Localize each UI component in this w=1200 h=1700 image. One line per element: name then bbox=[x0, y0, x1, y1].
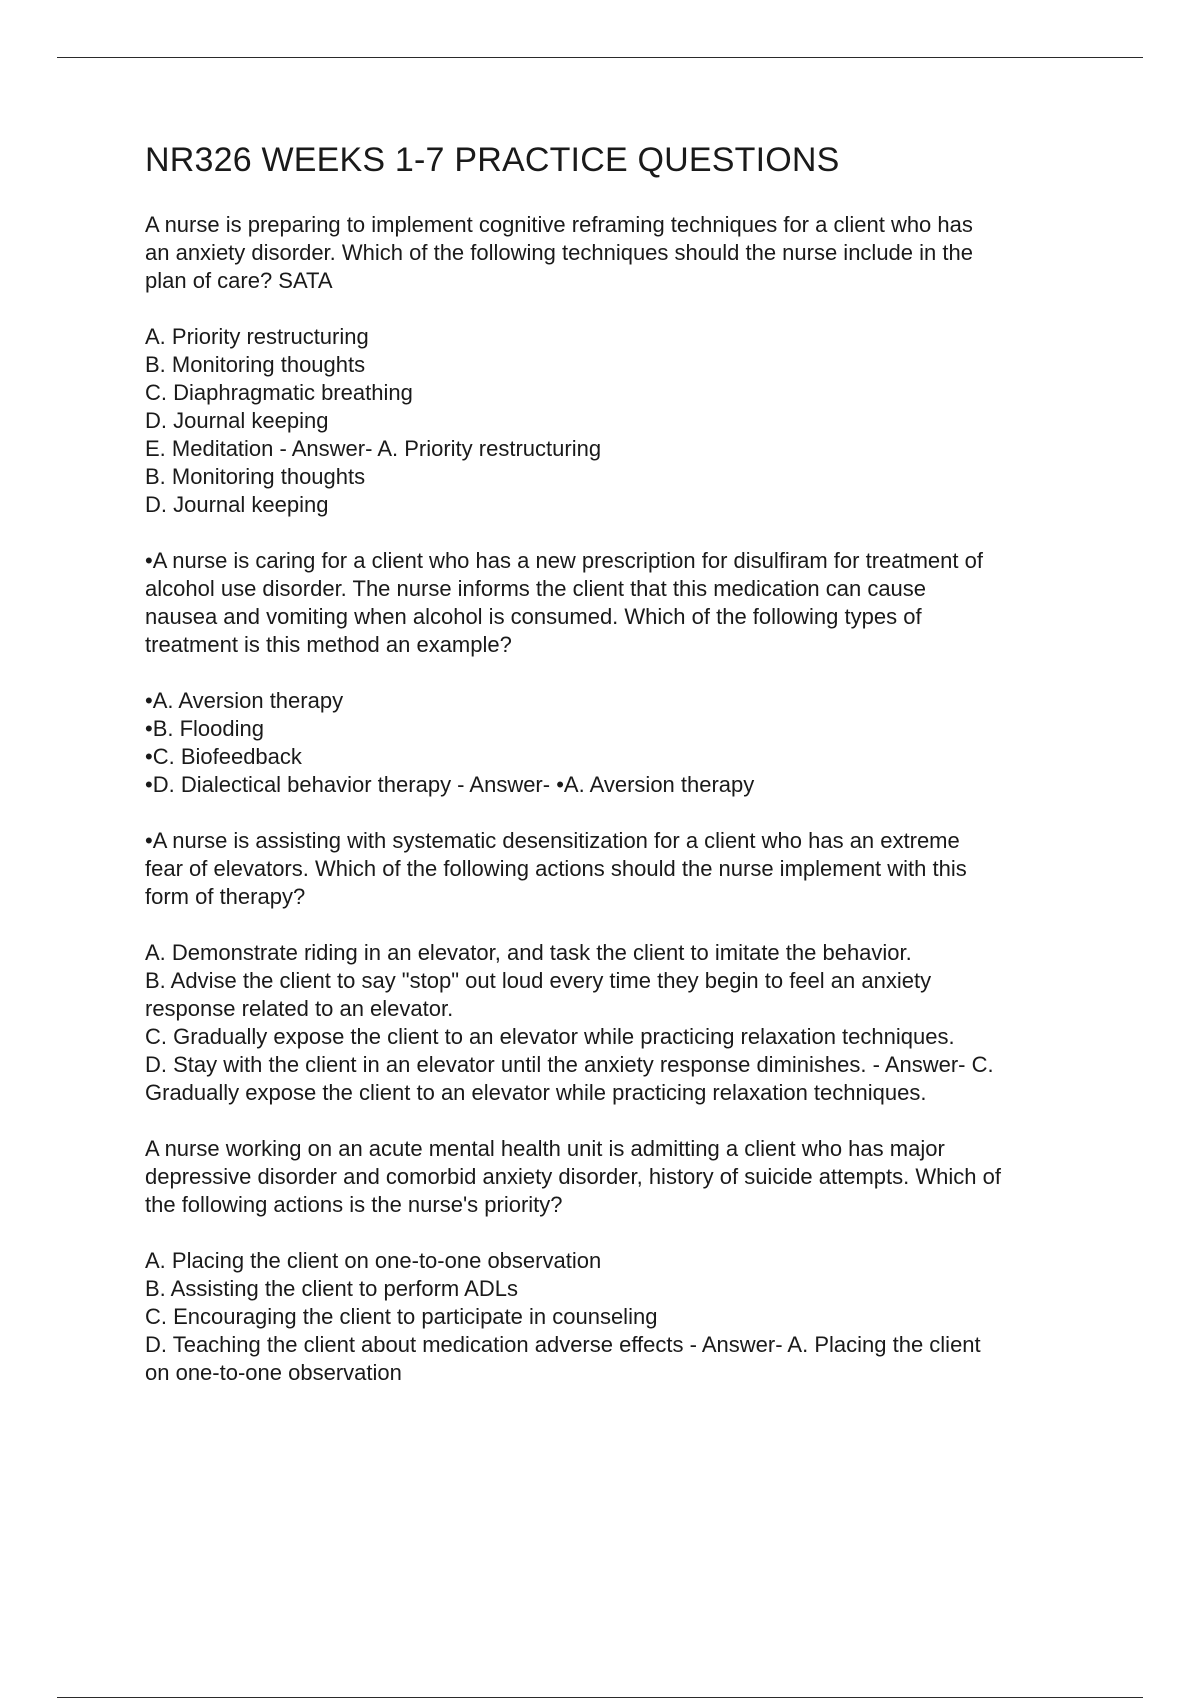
option-line: •D. Dialectical behavior therapy - Answer- •A. Aversion therapy bbox=[145, 771, 755, 797]
option-line: A. Placing the client on one-to-one observation bbox=[145, 1247, 602, 1273]
document-body bbox=[145, 140, 1105, 1415]
question-1-options bbox=[145, 323, 1105, 519]
question-text-line: •A nurse is assisting with systematic desensitization for a client who has an extreme bbox=[145, 827, 960, 853]
question-text-line: plan of care? SATA bbox=[145, 267, 333, 293]
option-line: D. Stay with the client in an elevator until the anxiety response diminishes. - Answer- C. bbox=[145, 1051, 994, 1077]
option-line: C. Diaphragmatic breathing bbox=[145, 379, 413, 405]
question-text-line: •A nurse is caring for a client who has a new prescription for disulfiram for treatment of bbox=[145, 547, 983, 573]
option-line: •C. Biofeedback bbox=[145, 743, 302, 769]
option-line: response related to an elevator. bbox=[145, 995, 454, 1021]
question-text-line: fear of elevators. Which of the following actions should the nurse implement with this bbox=[145, 855, 967, 881]
bottom-rule bbox=[57, 1697, 1143, 1698]
option-line: C. Encouraging the client to participate in counseling bbox=[145, 1303, 658, 1329]
option-line: •A. Aversion therapy bbox=[145, 687, 344, 713]
top-rule bbox=[57, 57, 1143, 58]
option-line: B. Monitoring thoughts bbox=[145, 463, 366, 489]
option-line: A. Priority restructuring bbox=[145, 323, 369, 349]
question-text-line: an anxiety disorder. Which of the following techniques should the nurse include in the bbox=[145, 239, 973, 265]
question-text-line: A nurse is preparing to implement cognitive reframing techniques for a client who has bbox=[145, 211, 973, 237]
question-2-stem bbox=[145, 547, 1105, 659]
option-line: D. Teaching the client about medication adverse effects - Answer- A. Placing the client bbox=[145, 1331, 981, 1357]
option-line: on one-to-one observation bbox=[145, 1359, 402, 1385]
question-4-options bbox=[145, 1247, 1105, 1387]
question-text-line: treatment is this method an example? bbox=[145, 631, 512, 657]
question-text-line: alcohol use disorder. The nurse informs the client that this medication can cause bbox=[145, 575, 927, 601]
option-line: B. Monitoring thoughts bbox=[145, 351, 366, 377]
option-line: C. Gradually expose the client to an elevator while practicing relaxation techniques. bbox=[145, 1023, 955, 1049]
option-line: Gradually expose the client to an elevator while practicing relaxation techniques. bbox=[145, 1079, 927, 1105]
option-line: B. Advise the client to say "stop" out loud every time they begin to feel an anxiety bbox=[145, 967, 932, 993]
question-1-stem bbox=[145, 211, 1105, 295]
question-text-line: form of therapy? bbox=[145, 883, 306, 909]
question-text-line: nausea and vomiting when alcohol is consumed. Which of the following types of bbox=[145, 603, 922, 629]
option-line: E. Meditation - Answer- A. Priority restructuring bbox=[145, 435, 602, 461]
question-3-stem bbox=[145, 827, 1105, 911]
document-title: NR326 WEEKS 1-7 PRACTICE QUESTIONS bbox=[145, 141, 840, 179]
option-line: B. Assisting the client to perform ADLs bbox=[145, 1275, 518, 1301]
question-text-line: the following actions is the nurse's priority? bbox=[145, 1191, 563, 1217]
question-4-stem bbox=[145, 1135, 1105, 1219]
question-2-options bbox=[145, 687, 1105, 799]
question-3-options bbox=[145, 939, 1105, 1107]
option-line: D. Journal keeping bbox=[145, 407, 329, 433]
option-line: D. Journal keeping bbox=[145, 491, 329, 517]
option-line: A. Demonstrate riding in an elevator, and task the client to imitate the behavior. bbox=[145, 939, 912, 965]
question-text-line: depressive disorder and comorbid anxiety disorder, history of suicide attempts. Which of bbox=[145, 1163, 1001, 1189]
question-text-line: A nurse working on an acute mental health unit is admitting a client who has major bbox=[145, 1135, 945, 1161]
option-line: •B. Flooding bbox=[145, 715, 264, 741]
